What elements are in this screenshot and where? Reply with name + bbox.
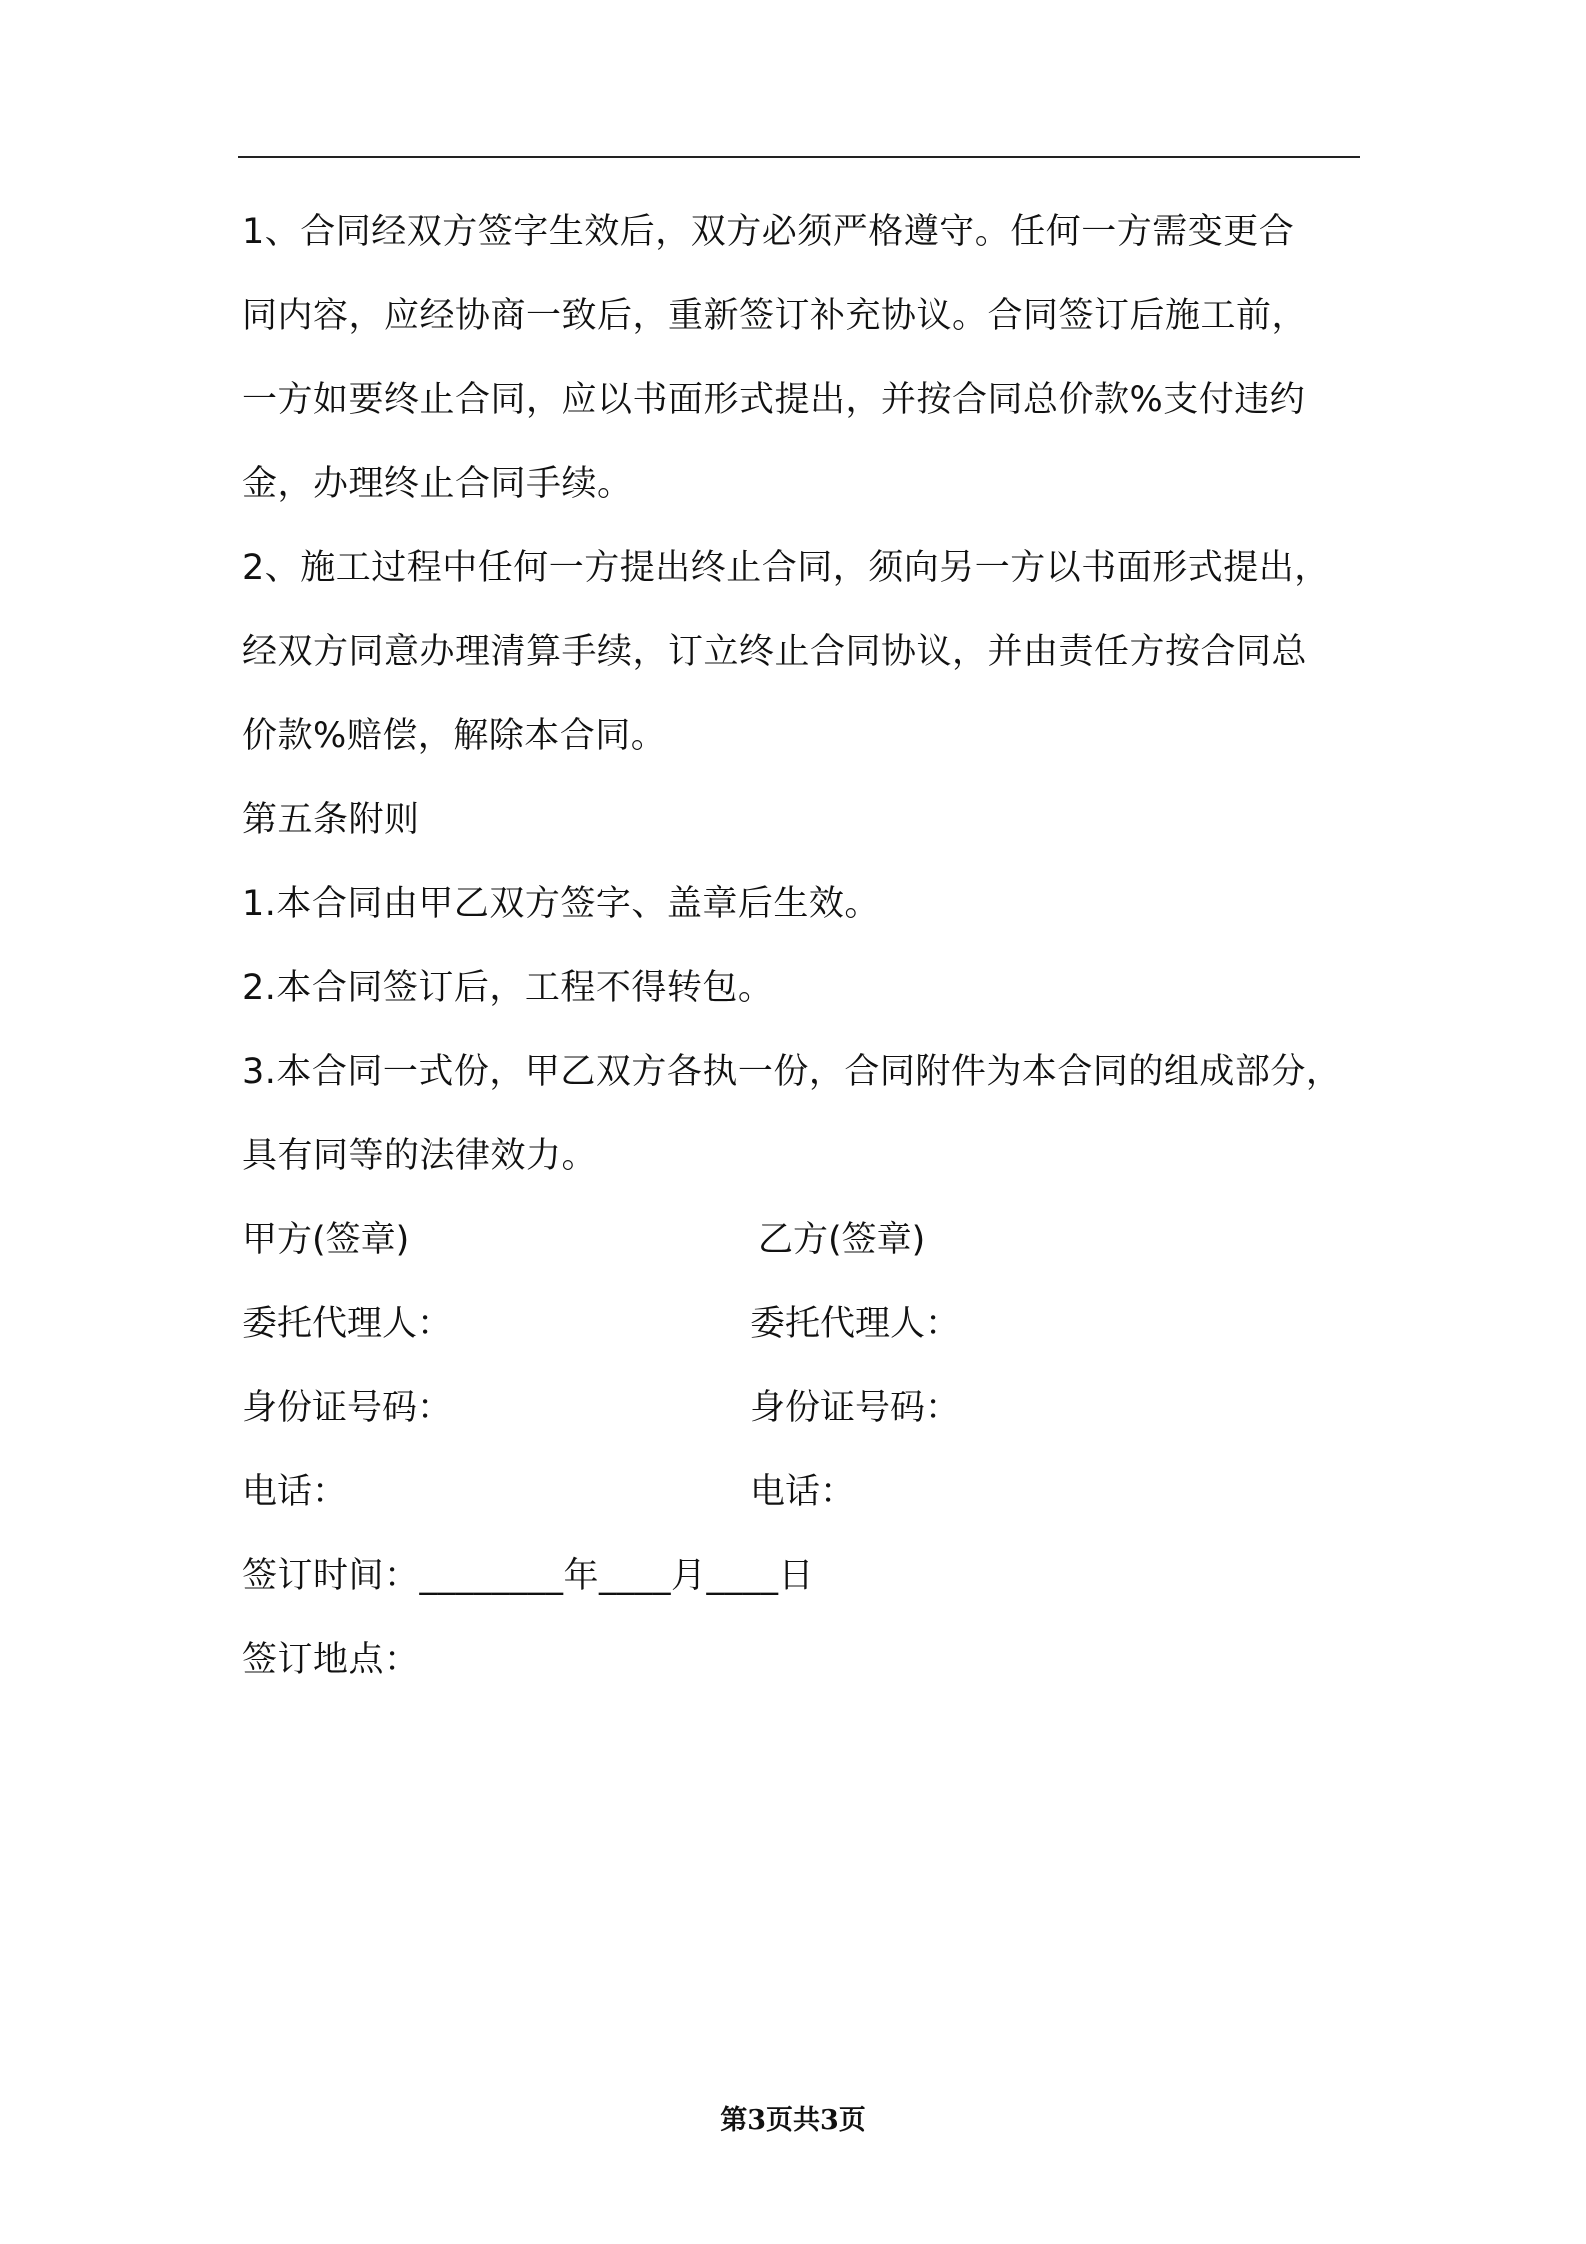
clause-2 bbox=[242, 526, 1392, 778]
article-5-item-3 bbox=[242, 1030, 1392, 1198]
text-line: 价款%赔偿，解除本合同。 bbox=[242, 716, 667, 756]
party-a-agent-label: 委托代理人： bbox=[242, 1304, 453, 1344]
article-5-item-1: 1.本合同由甲乙双方签字、盖章后生效。 bbox=[242, 884, 880, 924]
page-number-footer: 第3页共3页 bbox=[720, 2105, 866, 2136]
text-line: 同内容，应经协商一致后，重新签订补充协议。合同签订后施工前， bbox=[242, 296, 1308, 336]
header-rule bbox=[238, 156, 1360, 158]
party-b-phone-label: 电话： bbox=[750, 1472, 856, 1512]
text-line: 金，办理终止合同手续。 bbox=[242, 464, 633, 504]
signing-place-line: 签订地点： bbox=[242, 1640, 420, 1680]
clause-1 bbox=[242, 190, 1392, 526]
text-line: 一方如要终止合同，应以书面形式提出，并按合同总价款%支付违约 bbox=[242, 380, 1306, 420]
signing-date-line: 签订时间：________年____月____日 bbox=[242, 1556, 815, 1596]
party-a-seal-label: 甲方(签章) bbox=[242, 1220, 410, 1260]
text-line: 3.本合同一式份，甲乙双方各执一份，合同附件为本合同的组成部分， bbox=[242, 1052, 1342, 1092]
signature-row-phone bbox=[242, 1450, 1392, 1534]
text-line: 具有同等的法律效力。 bbox=[242, 1136, 598, 1176]
party-b-agent-label: 委托代理人： bbox=[750, 1304, 961, 1344]
document-body bbox=[242, 190, 1392, 1702]
article-5-title: 第五条附则 bbox=[242, 800, 420, 840]
party-b-id-label: 身份证号码： bbox=[750, 1388, 961, 1428]
party-b-seal-label: 乙方(签章) bbox=[758, 1220, 926, 1260]
signature-row-agent bbox=[242, 1282, 1392, 1366]
text-line: 1、合同经双方签字生效后，双方必须严格遵守。任何一方需变更合 bbox=[242, 212, 1295, 252]
article-5-item-2: 2.本合同签订后，工程不得转包。 bbox=[242, 968, 774, 1008]
text-line: 经双方同意办理清算手续，订立终止合同协议，并由责任方按合同总 bbox=[242, 632, 1308, 672]
party-a-id-label: 身份证号码： bbox=[242, 1388, 453, 1428]
signature-block bbox=[242, 1198, 1392, 1702]
signature-row-seal bbox=[242, 1198, 1392, 1282]
text-line: 2、施工过程中任何一方提出终止合同，须向另一方以书面形式提出， bbox=[242, 548, 1330, 588]
party-a-phone-label: 电话： bbox=[242, 1472, 348, 1512]
signature-row-id bbox=[242, 1366, 1392, 1450]
